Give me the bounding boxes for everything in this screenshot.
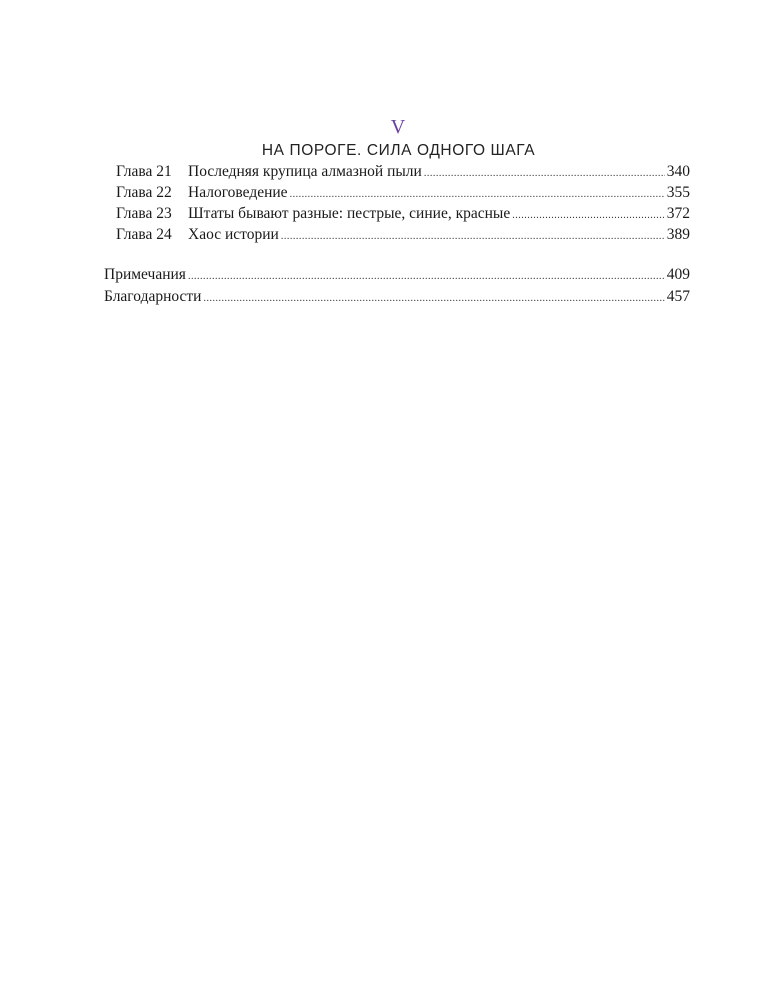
page-number: 340 xyxy=(666,163,690,180)
toc-entry-chapter-22[interactable] xyxy=(116,183,690,203)
dot-leader xyxy=(188,267,665,281)
dot-leader xyxy=(281,227,665,241)
back-matter-title: Примечания xyxy=(104,266,186,283)
page-number: 372 xyxy=(666,205,690,222)
part-title: НА ПОРОГЕ. СИЛА ОДНОГО ШАГА xyxy=(261,142,536,159)
chapter-title: Налоговедение xyxy=(188,184,288,201)
part-numeral: V xyxy=(390,116,407,138)
dot-leader xyxy=(512,206,665,220)
page-number: 409 xyxy=(666,266,690,283)
page-number: 355 xyxy=(666,184,690,201)
chapter-number: Глава 21 xyxy=(116,163,172,180)
chapter-title: Штаты бывают разные: пестрые, синие, красные xyxy=(188,205,511,222)
chapter-title: Хаос истории xyxy=(188,226,279,243)
toc-entry-chapter-23[interactable] xyxy=(116,204,690,224)
chapter-title: Последняя крупица алмазной пыли xyxy=(188,163,422,180)
dot-leader xyxy=(203,289,664,303)
page-number: 457 xyxy=(666,288,690,305)
back-matter-title: Благодарности xyxy=(104,288,202,305)
toc-entry-chapter-24[interactable] xyxy=(116,225,690,245)
chapter-number: Глава 24 xyxy=(116,226,172,243)
dot-leader xyxy=(424,164,665,178)
chapter-number: Глава 23 xyxy=(116,205,172,222)
toc-entry-acknowledgements[interactable] xyxy=(104,287,690,307)
chapter-number: Глава 22 xyxy=(116,184,172,201)
toc-entry-notes[interactable] xyxy=(104,265,690,285)
toc-entry-chapter-21[interactable] xyxy=(116,162,690,182)
dot-leader xyxy=(290,185,665,199)
page-number: 389 xyxy=(666,226,690,243)
